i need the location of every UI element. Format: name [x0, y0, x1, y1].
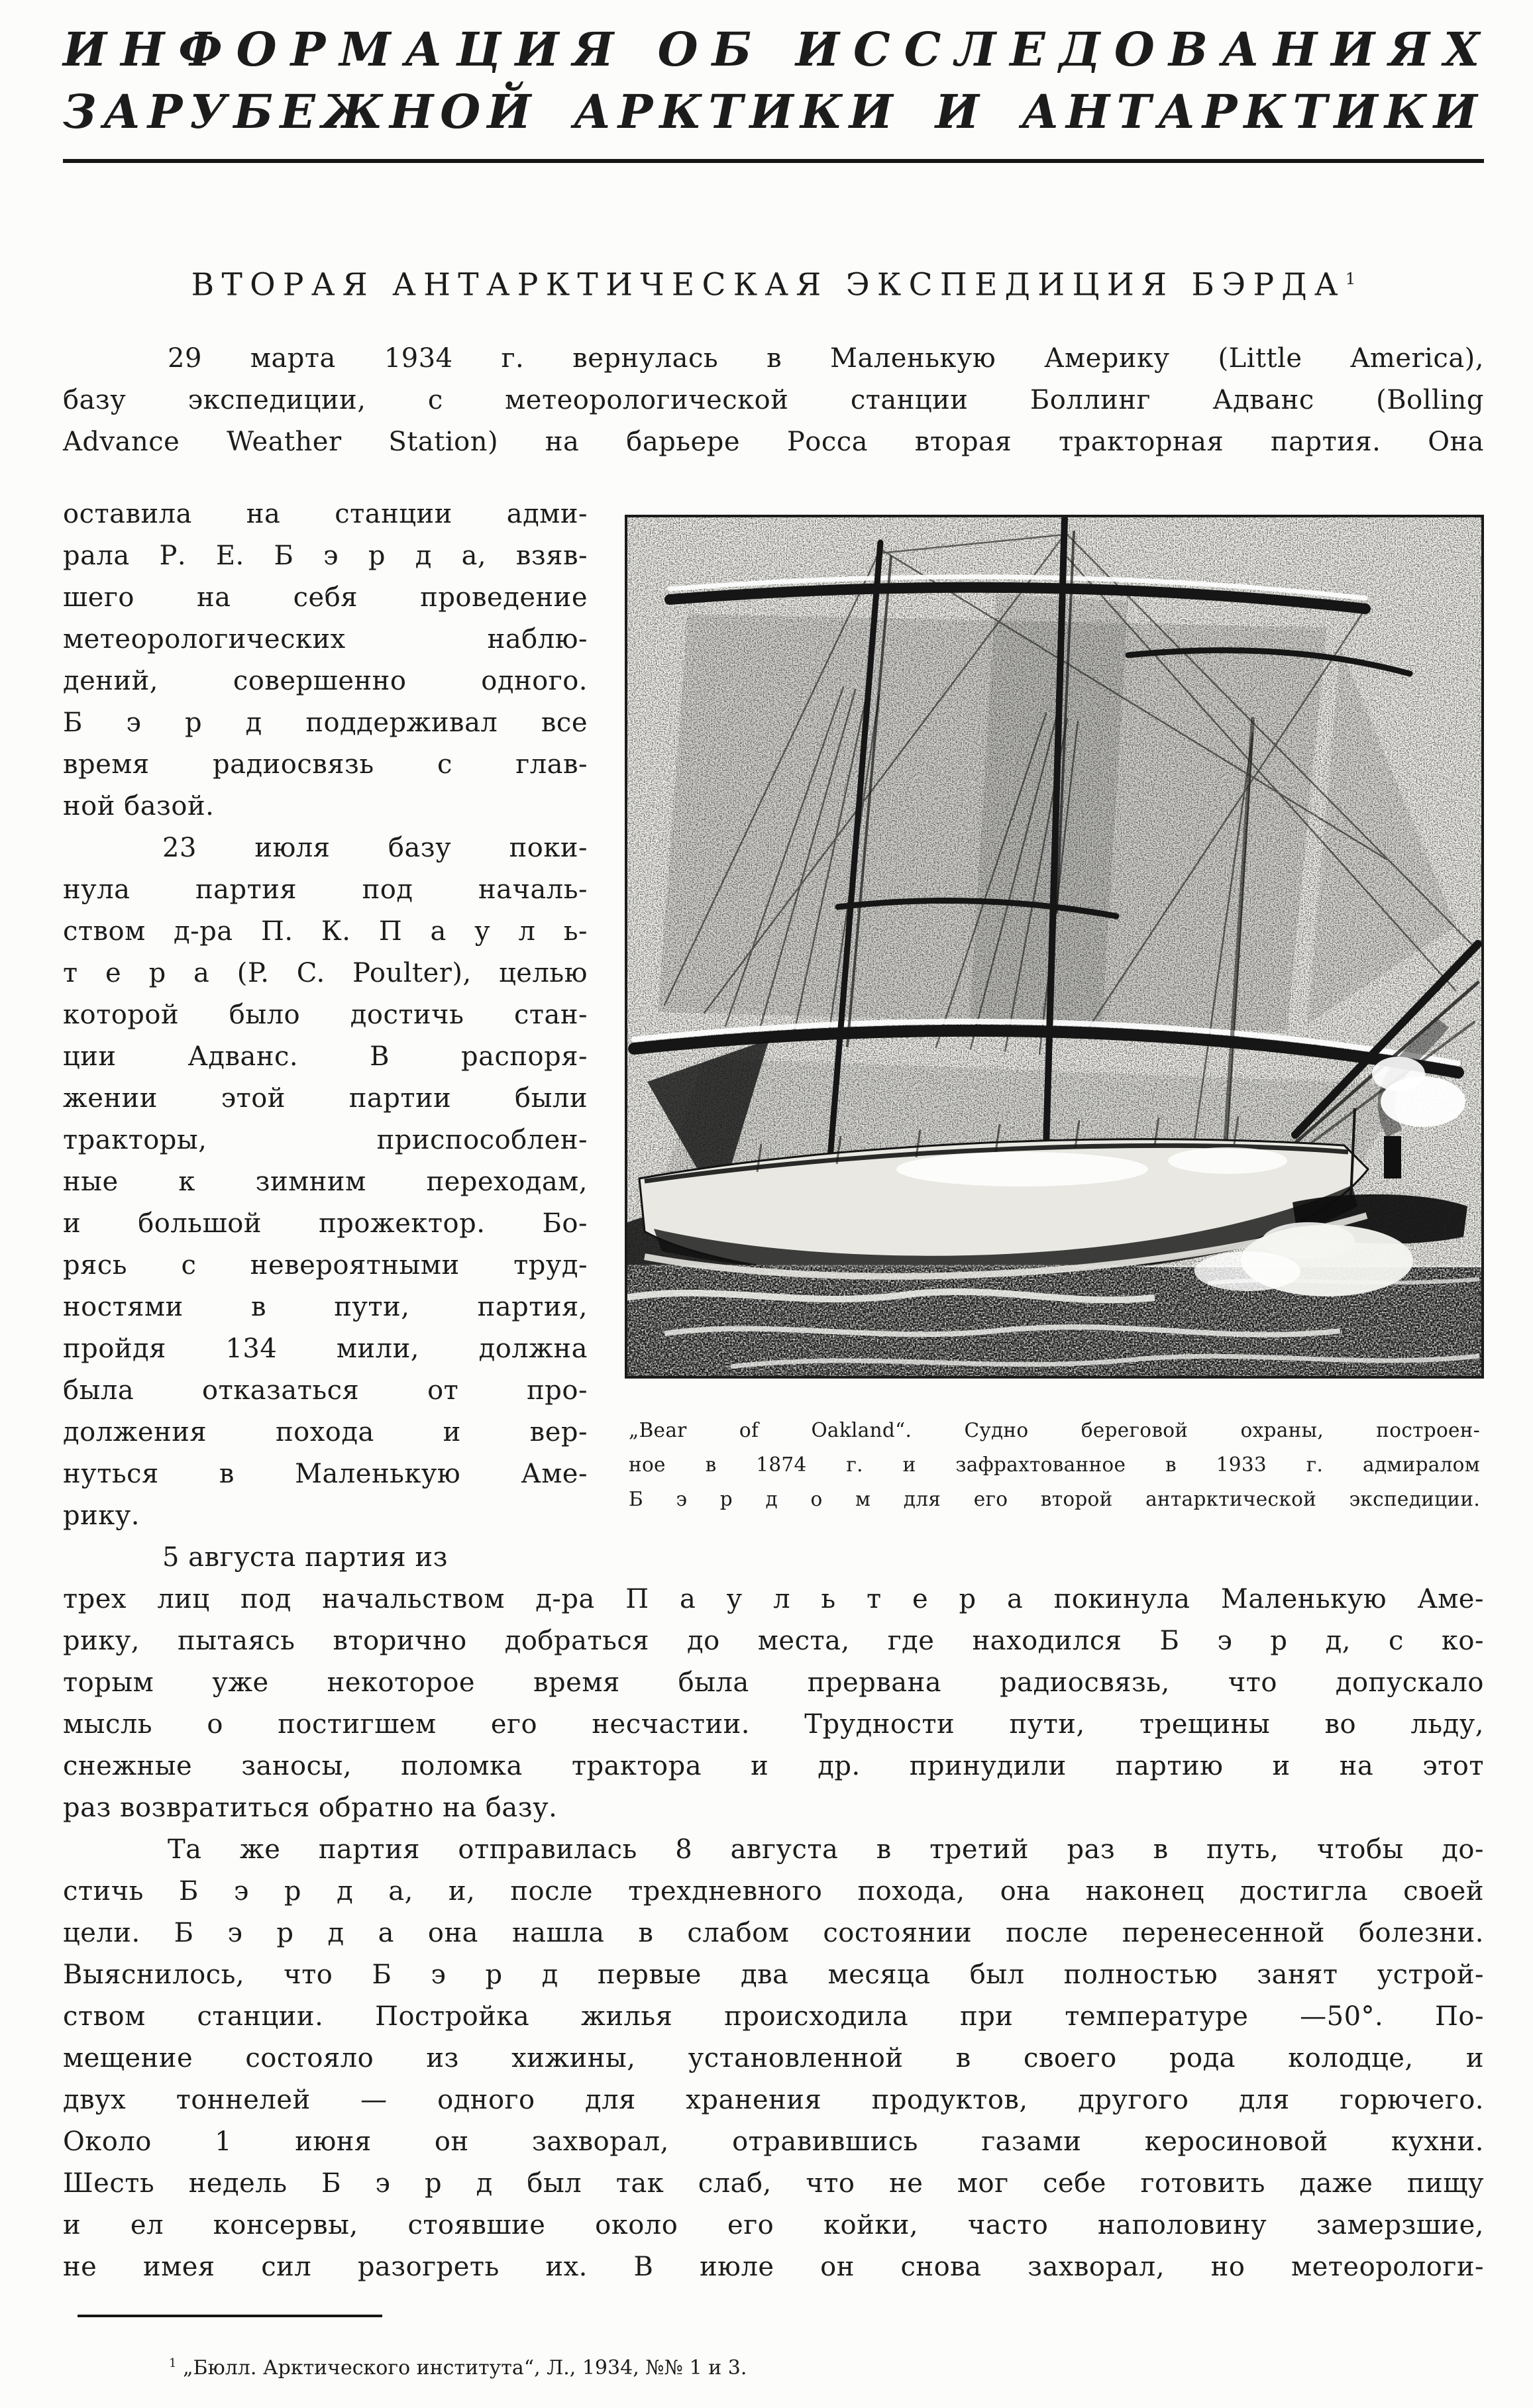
footnote-marker: 1	[169, 2356, 177, 2370]
title-footnote-reference: 1	[1345, 269, 1356, 288]
text-line: и большой прожектор. Бо-	[63, 1208, 588, 1239]
text-line: нула партия под началь-	[63, 874, 588, 905]
left-text-column	[63, 494, 588, 1579]
text-line: мещение состояло из хижины, установленной в своего рода колодце, и	[63, 2042, 1484, 2073]
text-line: время радиосвязь с глав-	[63, 749, 588, 780]
text-line: Advance Weather Station) на барьере Росса вторая тракторная партия. Она	[63, 426, 1484, 457]
text-line: торым уже некоторое время была прервана радиосвязь, что допускало	[63, 1667, 1484, 1698]
text-line: ное в 1874 г. и зафрахтованное в 1933 г. адмиралом	[629, 1453, 1480, 1476]
text-line: метеорологических наблю-	[63, 623, 588, 654]
text-line: мысль о постигшем его несчастии. Трудности пути, трещины во льду,	[63, 1708, 1484, 1740]
text-line: Около 1 июня он захворал, отравившись газами керосиновой кухни.	[63, 2126, 1484, 2157]
text-line: тракторы, приспособлен-	[63, 1124, 588, 1155]
text-line: шего на себя проведение	[63, 582, 588, 613]
text-line: 5 августа партия из	[162, 1542, 448, 1573]
journal-masthead	[63, 19, 1494, 143]
text-line: жении этой партии были	[63, 1082, 588, 1114]
text-line: Та же партия отправилась 8 августа в третий раз в путь, чтобы до-	[168, 1834, 1484, 1865]
text-line: и ел консервы, стоявшие около его койки, часто наполовину замерзшие,	[63, 2209, 1484, 2240]
footnote-separator	[78, 2315, 382, 2317]
text-line: нуться в Маленькую Аме-	[63, 1458, 588, 1489]
text-line: ством д-ра П. К. П а у л ь-	[63, 916, 588, 947]
text-line: трех лиц под начальством д-ра П а у л ь т е р а покинула Маленькую Аме-	[63, 1583, 1484, 1614]
text-line: оставила на станции адми-	[63, 498, 588, 529]
body-paragraphs	[63, 1579, 1484, 2288]
footnote	[63, 2349, 1484, 2383]
text-line: ции Адванс. В распоря-	[63, 1041, 588, 1072]
text-line: „Bear of Oakland“. Судно береговой охраны, построен-	[629, 1418, 1480, 1441]
article-title-text: ВТОРАЯ АНТАРКТИЧЕСКАЯ ЭКСПЕДИЦИЯ БЭРДА	[191, 266, 1346, 303]
text-line: снежные заносы, поломка трактора и др. принудили партию и на этот	[63, 1750, 1484, 1781]
text-line: ностями в пути, партия,	[63, 1291, 588, 1322]
figure-caption	[625, 1413, 1484, 1516]
text-line: Шесть недель Б э р д был так слаб, что не мог себе готовить даже пищу	[63, 2168, 1484, 2199]
text-line: т е р а (P. C. Poulter), целью	[63, 957, 588, 988]
text-line: Б э р д о м для его второй антарктической экспедиции.	[629, 1487, 1480, 1510]
text-line: ством станции. Постройка жилья происходила при температуре —50°. По-	[63, 2001, 1484, 2032]
text-line: 23 июля базу поки-	[162, 832, 588, 863]
text-line: дений, совершенно одного.	[63, 665, 588, 696]
text-line: рясь с невероятными труд-	[63, 1249, 588, 1281]
ship-figure	[625, 515, 1484, 1516]
masthead-rule	[63, 159, 1484, 163]
text-line: базу экспедиции, с метеорологической станции Боллинг Адванс (Bolling	[63, 384, 1484, 415]
text-line: Выяснилось, что Б э р д первые два месяца был полностью занят устрой-	[63, 1959, 1484, 1990]
masthead-line-2: ЗАРУБЕЖНОЙ АРКТИКИ И АНТАРКТИКИ	[63, 84, 1484, 139]
text-line: цели. Б э р д а она нашла в слабом состоянии после перенесенной болезни.	[63, 1917, 1484, 1948]
text-line: рику.	[63, 1500, 140, 1531]
text-line: которой было достичь стан-	[63, 999, 588, 1030]
text-line: пройдя 134 мили, должна	[63, 1333, 588, 1364]
text-line: раз возвратиться обратно на базу.	[63, 1792, 558, 1823]
text-line: должения похода и вер-	[63, 1416, 588, 1447]
text-line: была отказаться от про-	[63, 1375, 588, 1406]
footnote-text: „Бюлл. Арктического института“, Л., 1934, №№ 1 и 3.	[183, 2356, 747, 2380]
text-line: рала Р. Е. Б э р д а, взяв-	[63, 540, 588, 571]
text-line: двух тоннелей — одного для хранения продуктов, другого для горючего.	[63, 2084, 1484, 2115]
bear-of-oakland-photo	[625, 515, 1484, 1379]
text-line: 29 марта 1934 г. вернулась в Маленькую Америку (Little America),	[168, 342, 1484, 374]
article-title	[63, 260, 1484, 305]
text-line: не имея сил разогреть их. В июле он снова захворал, но метеорологи-	[63, 2251, 1484, 2282]
text-line: ной базой.	[63, 790, 215, 821]
text-line: Б э р д поддерживал все	[63, 707, 588, 738]
text-line: стичь Б э р д а, и, после трехдневного похода, она наконец достигла своей	[63, 1875, 1484, 1907]
intro-paragraph	[63, 338, 1484, 463]
text-line: рику, пытаясь вторично добраться до места, где находился Б э р д, с ко-	[63, 1625, 1484, 1656]
text-line: ные к зимним переходам,	[63, 1166, 588, 1197]
masthead-line-1: ИНФОРМАЦИЯ ОБ ИССЛЕДОВАНИЯХ	[63, 22, 1494, 77]
two-column-zone	[63, 494, 1484, 1579]
